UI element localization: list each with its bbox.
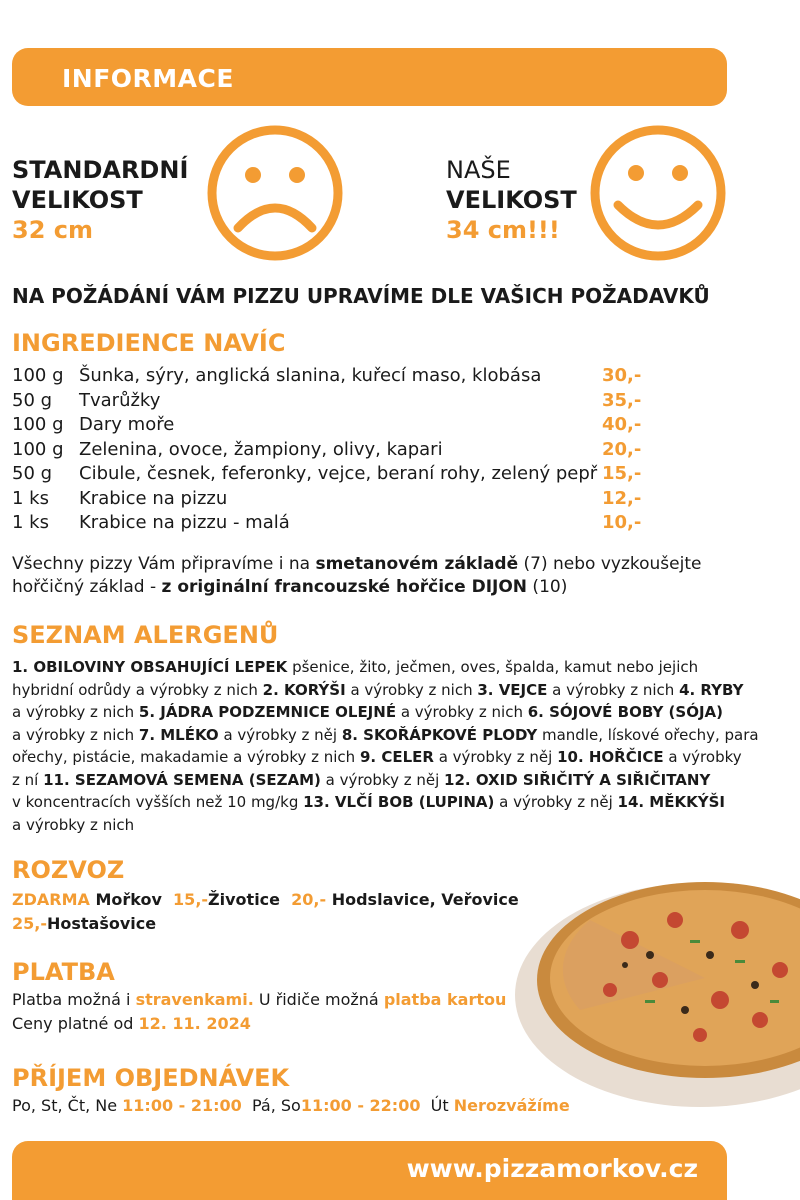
- extras-name: Zelenina, ovoce, žampiony, olivy, kapari: [79, 438, 443, 460]
- allergen-text: a výrobky: [663, 748, 742, 766]
- delivery-place-15: Životice: [208, 890, 281, 909]
- orders-days-3: Út: [430, 1096, 454, 1115]
- extras-name: Tvarůžky: [79, 389, 161, 411]
- allergen-6: 6. SÓJOVÉ BOBY (SÓJA): [527, 703, 723, 721]
- extras-name: Krabice na pizzu - malá: [79, 512, 290, 533]
- delivery-place-20: Hodslavice, Veřovice: [331, 890, 519, 909]
- allergen-text: z ní: [12, 770, 44, 789]
- base-paragraph: [12, 553, 732, 599]
- allergen-text: a výrobky z nich: [12, 725, 139, 744]
- ours-size: 34 cm!!!: [446, 216, 560, 244]
- allergen-text: a výrobky z nich: [547, 680, 680, 699]
- allergen-9: 9. CELER: [359, 748, 434, 766]
- delivery-place-25: Hostašovice: [46, 914, 157, 933]
- extras-qty: 50 g: [12, 389, 53, 411]
- payment-text1: Platba možná i: [12, 990, 136, 1009]
- extras-qty: 100 g: [12, 414, 64, 435]
- allergen-text: a výrobky z nich: [345, 680, 478, 699]
- page-title: INFORMACE: [62, 64, 234, 93]
- allergen-8: 8. SKOŘÁPKOVÉ PLODY: [341, 725, 538, 744]
- delivery-info: [12, 888, 532, 936]
- allergen-4: 4. RYBY: [679, 680, 744, 699]
- payment-heading: PLATBA: [12, 958, 115, 986]
- allergen-text: ořechy, pistácie, makadamie a výrobky z nich: [12, 748, 360, 766]
- extras-row: [12, 512, 652, 536]
- allergen-10: 10. HOŘČICE: [557, 748, 664, 766]
- allergen-text: a výrobky z nich: [12, 815, 135, 834]
- base-text2: (7) nebo vyzkoušejte: [518, 554, 702, 574]
- extras-name: Cibule, česnek, feferonky, vejce, beraní rohy, zelený pepř: [79, 463, 598, 484]
- extras-qty: 50 g: [12, 463, 53, 484]
- custom-note: NA POŽÁDÁNÍ VÁM PIZZU UPRAVÍME DLE VAŠICH POŽADAVKŮ: [12, 284, 710, 308]
- allergen-text: a výrobky z něj: [218, 725, 342, 744]
- extras-price: 30,-: [602, 365, 642, 386]
- delivery-free-place: Mořkov: [95, 890, 162, 909]
- extras-qty: 100 g: [12, 438, 64, 460]
- extras-price: 15,-: [602, 463, 642, 484]
- allergen-11: 11. SEZAMOVÁ SEMENA (SEZAM): [43, 770, 321, 789]
- base-text1: Všechny pizzy Vám připravíme i na: [12, 554, 316, 574]
- delivery-heading: ROZVOZ: [12, 856, 125, 884]
- allergen-13: 13. VLČÍ BOB (LUPINA): [303, 793, 495, 811]
- extras-name: Dary moře: [79, 414, 175, 435]
- extras-row: [12, 414, 652, 438]
- extras-row: [12, 439, 652, 463]
- pizza-image: [510, 860, 800, 1110]
- standard-line1: STANDARDNÍ: [12, 156, 189, 184]
- allergen-12: 12. OXID SIŘIČITÝ A SIŘIČITANY: [444, 770, 711, 789]
- extras-row: [12, 365, 652, 389]
- orders-hours-3: Nerozvážíme: [453, 1096, 570, 1115]
- allergen-text: a výrobky z nich: [12, 703, 139, 721]
- delivery-price-15: 15,-: [173, 890, 209, 909]
- payment-card: platba kartou: [383, 990, 507, 1009]
- allergen-text: a výrobky z něj: [494, 793, 618, 811]
- delivery-price-20: 20,-: [291, 890, 327, 909]
- orders-days-2: Pá, So: [251, 1096, 301, 1115]
- allergen-text: hybridní odrůdy a výrobky z nich: [12, 680, 263, 699]
- allergens-text: [12, 656, 782, 836]
- base-dijon: z originální francouzské hořčice DIJON: [161, 577, 528, 597]
- extras-qty: 100 g: [12, 365, 64, 386]
- orders-hours-1: 11:00 - 21:00: [122, 1096, 242, 1115]
- allergen-text: pšenice, žito, ječmen, oves, špalda, kamut nebo jejich: [287, 658, 699, 676]
- extras-qty: 1 ks: [12, 512, 49, 533]
- extras-row: [12, 390, 652, 414]
- extras-price: 35,-: [602, 389, 642, 411]
- allergen-2: 2. KORÝŠI: [262, 680, 346, 699]
- standard-line2: VELIKOST: [12, 186, 143, 214]
- payment-text2: U řidiče možná: [253, 990, 384, 1009]
- allergen-1: 1. OBILOVINY OBSAHUJÍCÍ LEPEK: [12, 658, 288, 676]
- base-text3: hořčičný základ -: [12, 577, 162, 597]
- delivery-price-25: 25,-: [12, 914, 47, 933]
- extras-qty: 1 ks: [12, 487, 49, 509]
- sad-face-icon: [205, 123, 345, 263]
- website-link[interactable]: www.pizzamorkov.cz: [406, 1154, 698, 1183]
- base-text4: (10): [527, 577, 568, 597]
- extras-price: 10,-: [602, 512, 642, 533]
- allergen-text: v koncentracích vyšších než 10 mg/kg: [12, 793, 304, 811]
- orders-hours-2: 11:00 - 22:00: [300, 1096, 421, 1115]
- allergen-14: 14. MĚKKÝŠI: [617, 793, 725, 811]
- standard-size: 32 cm: [12, 216, 93, 244]
- allergen-text: a výrobky z něj: [433, 748, 558, 766]
- delivery-free-label: ZDARMA: [12, 890, 90, 909]
- ours-line2: VELIKOST: [446, 186, 577, 214]
- allergen-7: 7. MLÉKO: [138, 725, 219, 744]
- payment-vouchers: stravenkami.: [135, 990, 254, 1009]
- extras-name: Šunka, sýry, anglická slanina, kuřecí maso, klobása: [79, 365, 542, 386]
- base-cream: smetanovém základě: [315, 554, 519, 574]
- allergen-text: mandle, lískové ořechy, para: [537, 725, 759, 744]
- extras-price: 20,-: [602, 438, 642, 460]
- extras-row: [12, 463, 652, 487]
- standard-size-block: [12, 155, 188, 245]
- allergen-3: 3. VEJCE: [477, 680, 548, 699]
- payment-info: [12, 988, 532, 1036]
- payment-valid-date: 12. 11. 2024: [138, 1014, 251, 1033]
- orders-days-1: Po, St, Čt, Ne: [12, 1096, 123, 1115]
- extras-price: 40,-: [602, 414, 642, 435]
- ours-line1: NAŠE: [446, 156, 511, 184]
- our-size-block: [446, 155, 577, 245]
- allergen-text: a výrobky z nich: [396, 703, 528, 721]
- extras-row: [12, 488, 652, 512]
- extras-heading: INGREDIENCE NAVÍC: [12, 329, 286, 357]
- extras-name: Krabice na pizzu: [79, 487, 228, 509]
- payment-text3: Ceny platné od: [12, 1014, 139, 1033]
- orders-heading: PŘÍJEM OBJEDNÁVEK: [12, 1064, 290, 1092]
- allergens-heading: SEZNAM ALERGENŮ: [12, 621, 279, 649]
- allergen-5: 5. JÁDRA PODZEMNICE OLEJNÉ: [138, 703, 397, 721]
- orders-hours: [12, 1095, 570, 1117]
- extras-price: 12,-: [602, 487, 642, 509]
- happy-face-icon: [588, 123, 728, 263]
- allergen-text: a výrobky z něj: [320, 770, 445, 789]
